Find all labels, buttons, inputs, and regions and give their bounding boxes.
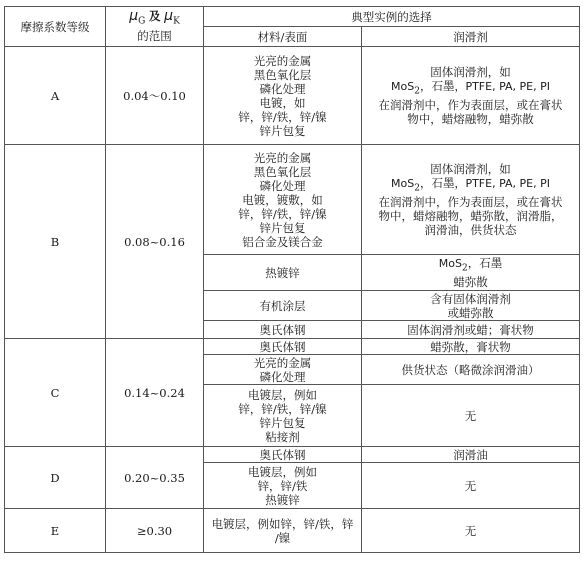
grade-b-material-1: 光亮的金属 黑色氧化层 磷化处理 电镀，镀敷，如 锌，锌/铁，锌/镍 锌片包复 铝合金及镁合金 bbox=[204, 145, 362, 255]
grade-a-mos2-sub: 2 bbox=[414, 86, 420, 97]
table-row bbox=[5, 47, 580, 145]
grade-c-lubricant-2: 供货状态（略微涂润滑油） bbox=[362, 355, 580, 385]
grade-c-range: 0.14~0.24 bbox=[106, 339, 204, 447]
grade-b-lubricant-4: 固体润滑剂或蜡；膏状物 bbox=[362, 321, 580, 339]
mu-g-subscript: G bbox=[138, 16, 146, 27]
grade-a-polymers: ，PTFE, PA, PE, PI bbox=[454, 79, 550, 93]
grade-d-material-1: 奥氏体钢 bbox=[204, 447, 362, 463]
header-grade: 摩擦系数等级 bbox=[5, 7, 106, 47]
grade-c-lubricant-3: 无 bbox=[362, 385, 580, 447]
grade-d-range: 0.20~0.35 bbox=[106, 447, 204, 509]
header-lubricant: 润滑剂 bbox=[362, 27, 580, 47]
grade-c-material-1: 奥氏体钢 bbox=[204, 339, 362, 355]
grade-a-mos2: MoS bbox=[391, 79, 415, 93]
grade-b-polymers: ，PTFE, PA, PE, PI bbox=[454, 176, 550, 190]
grade-d-material-2: 电镀层，例如 锌，锌/铁 热镀锌 bbox=[204, 463, 362, 509]
grade-b-label: B bbox=[5, 145, 106, 339]
grade-b-lub2-rest: 蜡弥散 bbox=[453, 275, 488, 290]
grade-a-lubricant bbox=[362, 47, 580, 145]
header-and: 及 bbox=[148, 8, 161, 23]
mu-k-symbol: μ bbox=[164, 7, 174, 24]
grade-b-material-2: 热镀锌 bbox=[204, 255, 362, 291]
grade-b-material-4: 奥氏体钢 bbox=[204, 321, 362, 339]
grade-a-material: 光亮的金属 黑色氧化层 磷化处理 电镀，如 锌，锌/铁，锌/镍 锌片包复 bbox=[204, 47, 362, 145]
header-material: 材料/表面 bbox=[204, 27, 362, 47]
table-row bbox=[5, 447, 580, 463]
grade-a-lub-line1: 固体润滑剂，如 bbox=[430, 64, 511, 79]
grade-c-material-3: 电镀层，例如 锌，锌/铁，锌/镍 锌片包复 粘接剂 bbox=[204, 385, 362, 447]
grade-d-lubricant-1: 润滑油 bbox=[362, 447, 580, 463]
grade-e-material-1: 电镀层，例如锌，锌/铁，锌 /镍 bbox=[204, 509, 362, 553]
grade-e-label: E bbox=[5, 509, 106, 553]
grade-b-lubricant-2 bbox=[362, 255, 580, 291]
grade-d-lubricant-2: 无 bbox=[362, 463, 580, 509]
grade-b-material-3: 有机涂层 bbox=[204, 291, 362, 321]
grade-e-lubricant-1: 无 bbox=[362, 509, 580, 553]
table-row bbox=[5, 339, 580, 355]
grade-a-label: A bbox=[5, 47, 106, 145]
grade-d-label: D bbox=[5, 447, 106, 509]
header-range bbox=[106, 7, 204, 47]
grade-b-lub-rest: 在润滑剂中，作为表面层，或在膏状 物中，蜡熔融物，蜡弥散，润滑脂， 润滑油，供货状态 bbox=[378, 195, 563, 238]
grade-b-lub2-graphite: ，石墨 bbox=[467, 255, 503, 270]
table-row bbox=[5, 509, 580, 553]
grade-b-lubricant-3: 含有固体润滑剂 或蜡弥散 bbox=[362, 291, 580, 321]
grade-b-lubricant-1 bbox=[362, 145, 580, 255]
table-row bbox=[5, 145, 580, 255]
grade-c-lubricant-1: 蜡弥散，膏状物 bbox=[362, 339, 580, 355]
grade-e-range: ≥0.30 bbox=[106, 509, 204, 553]
grade-c-label: C bbox=[5, 339, 106, 447]
mu-k-subscript: K bbox=[173, 16, 180, 27]
grade-b-mos2: MoS bbox=[391, 176, 415, 190]
grade-a-lub-rest: 在润滑剂中，作为表面层，或在膏状 物中，蜡熔融物，蜡弥散 bbox=[378, 98, 563, 127]
grade-c-material-2: 光亮的金属 磷化处理 bbox=[204, 355, 362, 385]
grade-b-range: 0.08~0.16 bbox=[106, 145, 204, 339]
mu-g-symbol: μ bbox=[129, 7, 139, 24]
grade-b-lub-line1: 固体润滑剂，如 bbox=[430, 161, 511, 176]
grade-b-mos2-sub: 2 bbox=[414, 183, 420, 194]
friction-coefficient-table bbox=[4, 6, 580, 553]
header-row-1 bbox=[5, 7, 580, 27]
grade-b-lub2-mos2-sub: 2 bbox=[461, 263, 468, 274]
grade-a-graphite: ，石墨 bbox=[419, 78, 455, 93]
grade-b-lub2-mos2: MoS bbox=[438, 256, 462, 270]
header-examples: 典型实例的选择 bbox=[204, 7, 580, 27]
grade-a-range: 0.04～0.10 bbox=[106, 47, 204, 145]
grade-b-graphite: ，石墨 bbox=[419, 175, 455, 190]
header-range-suffix: 的范围 bbox=[137, 29, 172, 44]
